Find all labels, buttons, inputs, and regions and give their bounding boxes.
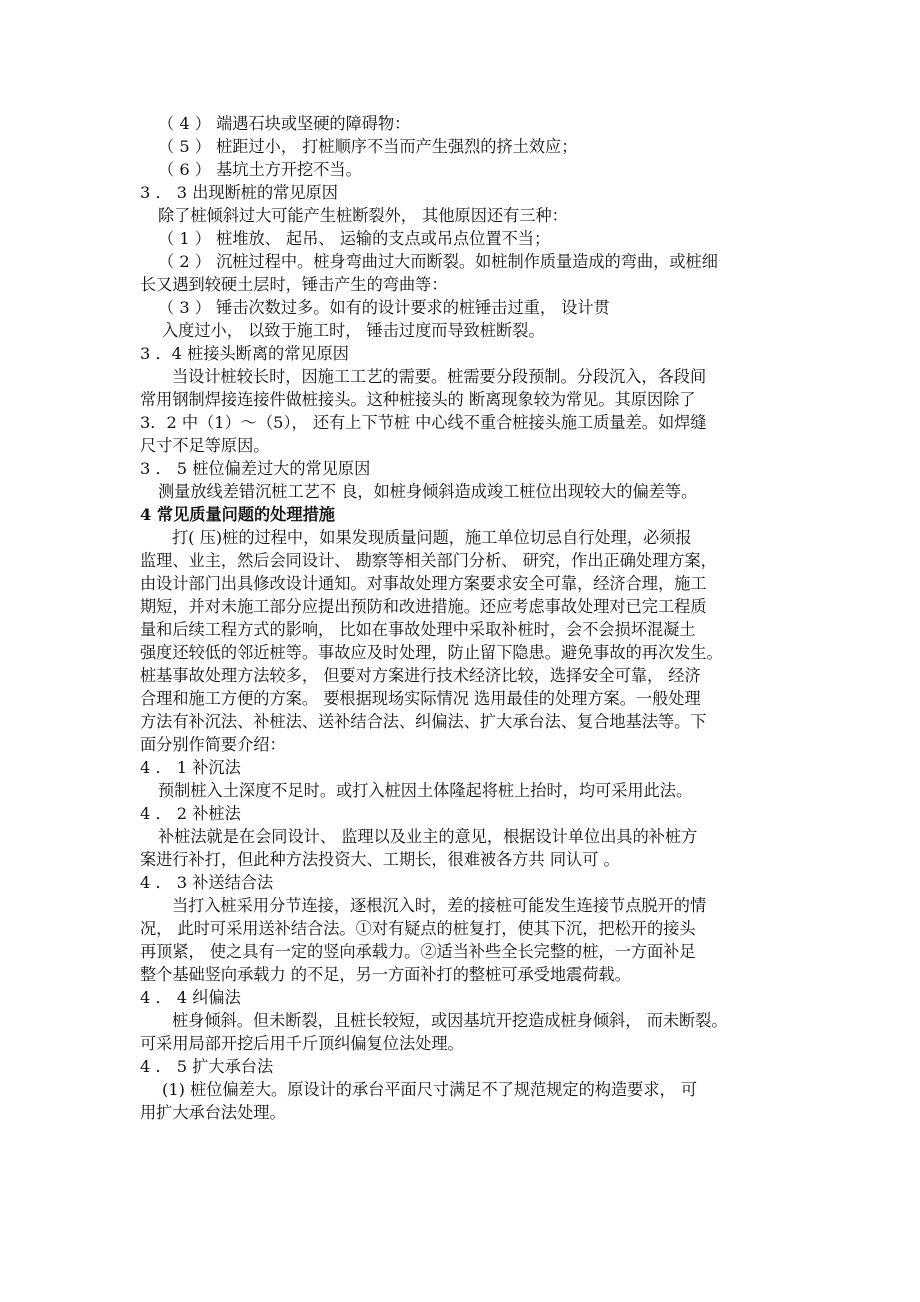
paragraph-line: 补桩法就是在会同设计、 监理以及业主的意见，根据设计单位出具的补桩方 (158, 827, 698, 846)
paragraph-line: 尺寸不足等原因。 (140, 436, 270, 455)
section-heading-4-1: 4 ． 1 补沉法 (140, 758, 241, 777)
paragraph-line: 方法有补沉法、补桩法、送补结合法、纠偏法、扩大承台法、复合地基法等。下 (140, 712, 707, 731)
paragraph-line: 除了桩倾斜过大可能产生桩断裂外， 其他原因还有三种： (158, 206, 568, 225)
chapter-heading-4: 4 常见质量问题的处理措施 (140, 505, 335, 524)
paragraph-line: 面分别作简要介绍： (140, 735, 286, 754)
section-heading-4-2: 4 ． 2 补桩法 (140, 804, 241, 823)
list-item-4: （ 4 ） 端遇石块或坚硬的障碍物： (158, 114, 411, 133)
list-item-5: （ 5 ） 桩距过小， 打桩顺序不当而产生强烈的挤土效应； (158, 137, 578, 156)
paragraph-line: 桩基事故处理方法较多， 但要对方案进行技术经济比较，选择安全可靠， 经济 (140, 666, 701, 685)
paragraph-line: 可采用局部开挖后用千斤顶纠偏复位法处理。 (140, 1034, 464, 1053)
paragraph-line: 况， 此时可采用送补结合法。①对有疑点的桩复打，使其下沉，把松开的接头 (140, 919, 696, 938)
paragraph-line: 整个基础竖向承载力 的不足，另一方面补打的整桩可承受地震荷载。 (140, 965, 631, 984)
paragraph-line: 当设计桩较长时，因施工工艺的需要。桩需要分段预制。分段沉入，各段间 (172, 367, 707, 386)
paragraph-line: 强度还较低的邻近桩等。事故应及时处理，防止留下隐患。避免事故的再次发生。 (140, 643, 723, 662)
section-heading-3-5: 3 ． 5 桩位偏差过大的常见原因 (140, 459, 371, 478)
paragraph-line: 由设计部门出具修改设计通知。对事故处理方案要求安全可靠，经济合理，施工 (140, 574, 707, 593)
paragraph-line: 长又遇到较硬土层时，锤击产生的弯曲等： (140, 275, 448, 294)
paragraph-line: 常用钢制焊接连接件做桩接头。这种桩接头的 断离现象较为常见。其原因除了 (140, 390, 696, 409)
paragraph-line: 当打入桩采用分节连接，逐根沉入时，差的接桩可能发生连接节点脱开的情 (172, 896, 707, 915)
paragraph-line: 桩身倾斜。但未断裂，且桩长较短，或因基坑开挖造成桩身倾斜， 而未断裂。 (172, 1011, 728, 1030)
paragraph-line: 期短，并对未施工部分应提出预防和改进措施。还应考虑事故处理对已完工程质 (140, 597, 707, 616)
paragraph-line: 再顶紧， 使之具有一定的竖向承载力。②适当补些全长完整的桩，一方面补足 (140, 942, 696, 961)
paragraph-line: 预制桩入土深度不足时。或打入桩因土体隆起将桩上抬时，均可采用此法。 (158, 781, 693, 800)
list-item-1: （ 1 ） 桩堆放、 起吊、 运输的支点或吊点位置不当； (158, 229, 551, 248)
section-heading-4-3: 4 ． 3 补送结合法 (140, 873, 274, 892)
list-item-6: （ 6 ） 基坑土方开挖不当。 (158, 160, 362, 179)
document-page (140, 112, 790, 1124)
section-heading-3-3: 3 ． 3 出现断桩的常见原因 (140, 183, 338, 202)
paragraph-line: (1) 桩位偏差大。原设计的承台平面尺寸满足不了规范规定的构造要求， 可 (162, 1080, 698, 1099)
paragraph-line: 监理、业主，然后会同设计、 勘察等相关部门分析、 研究，作出正确处理方案， (140, 551, 717, 570)
paragraph-line: 打( 压)桩的过程中，如果发现质量问题，施工单位切忌自行处理，必须报 (172, 528, 692, 547)
list-item-3: （ 3 ） 锤击次数过多。如有的设计要求的桩锤击过重， 设计贯 (158, 298, 610, 317)
section-heading-3-4: 3 ．4 桩接头断离的常见原因 (140, 344, 349, 363)
paragraph-line: 量和后续工程方式的影响， 比如在事故处理中采取补桩时，会不会损坏混凝土 (140, 620, 696, 639)
section-heading-4-4: 4 ． 4 纠偏法 (140, 988, 241, 1007)
paragraph-line: 案进行补打，但此种方法投资大、工期长，很难被各方共 同认可 。 (140, 850, 620, 869)
paragraph-line: 测量放线差错沉桩工艺不 良，如桩身倾斜造成竣工桩位出现较大的偏差等。 (158, 482, 698, 501)
paragraph-line: 入度过小， 以致于施工时， 锤击过度而导致桩断裂。 (162, 321, 545, 340)
list-item-2: （ 2 ） 沉桩过程中。桩身弯曲过大而断裂。如桩制作质量造成的弯曲，或桩细 (158, 252, 718, 271)
paragraph-line: 用扩大承台法处理。 (140, 1103, 286, 1122)
paragraph-line: 合理和施工方便的方案。 要根据现场实际情况 选用最佳的处理方案。一般处理 (140, 689, 701, 708)
section-heading-4-5: 4 ． 5 扩大承台法 (140, 1057, 274, 1076)
paragraph-line: 3．2 中（1）～（5）， 还有上下节桩 中心线不重合桩接头施工质量差。如焊缝 (140, 413, 707, 432)
